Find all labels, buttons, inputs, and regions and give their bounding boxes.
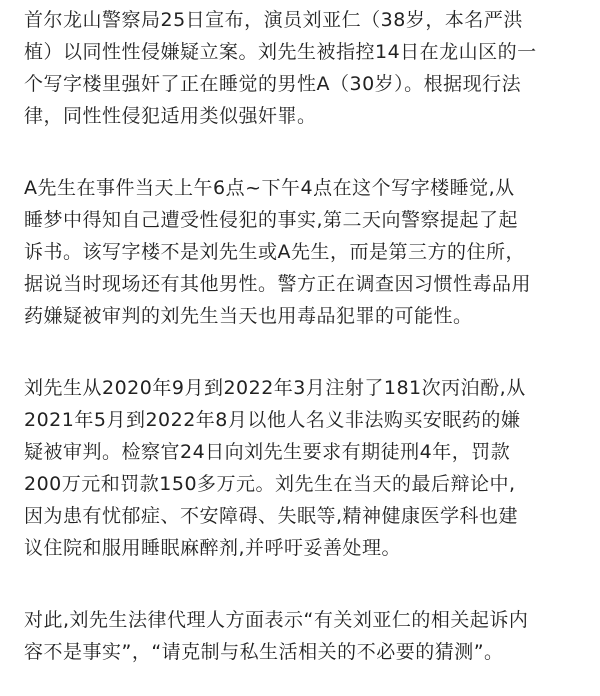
text-line: 睡梦中得知自己遭受性侵犯的事实,第二天向警察提起了起	[24, 209, 519, 231]
paragraph-1	[24, 4, 576, 132]
text-line: 因为患有忧郁症、不安障碍、失眠等,精神健康医学科也建	[24, 505, 519, 527]
text-line: A先生在事件当天上午6点~下午4点在这个写字楼睡觉,从	[24, 177, 515, 199]
text-line: 议住院和服用睡眠麻醉剂,并呼吁妥善处理。	[24, 537, 402, 559]
text-line: 药嫌疑被审判的刘先生当天也用毒品犯罪的可能性。	[24, 305, 473, 327]
paragraph-3	[24, 372, 576, 564]
text-line: 刘先生从2020年9月到2022年3月注射了181次丙泊酚,从	[24, 377, 526, 399]
text-line: 200万元和罚款150多万元。刘先生在当天的最后辩论中,	[24, 473, 516, 495]
text-line: 对此,刘先生法律代理人方面表示“有关刘亚仁的相关起诉内	[24, 609, 529, 631]
text-line: 据说当时现场还有其他男性。警方正在调查因习惯性毒品用	[24, 273, 532, 295]
text-line: 2021年5月到2022年8月以他人名义非法购买安眠药的嫌	[24, 409, 521, 431]
text-line: 个写字楼里强奸了正在睡觉的男性A（30岁）。根据现行法	[24, 73, 522, 95]
text-line: 疑被审判。检察官24日向刘先生要求有期徒刑4年，罚款	[24, 441, 511, 463]
paragraph-2	[24, 172, 576, 332]
text-line: 律，同性性侵犯适用类似强奸罪。	[24, 105, 317, 127]
text-line: 首尔龙山警察局25日宣布，演员刘亚仁（38岁，本名严洪	[24, 9, 523, 31]
paragraph-4	[24, 604, 576, 668]
text-line: 诉书。该写字楼不是刘先生或A先生，而是第三方的住所，	[24, 241, 525, 263]
text-line: 植）以同性性侵嫌疑立案。刘先生被指控14日在龙山区的一	[24, 41, 537, 63]
text-line: 容不是事实”，“请克制与私生活相关的不必要的猜测”。	[24, 641, 504, 663]
